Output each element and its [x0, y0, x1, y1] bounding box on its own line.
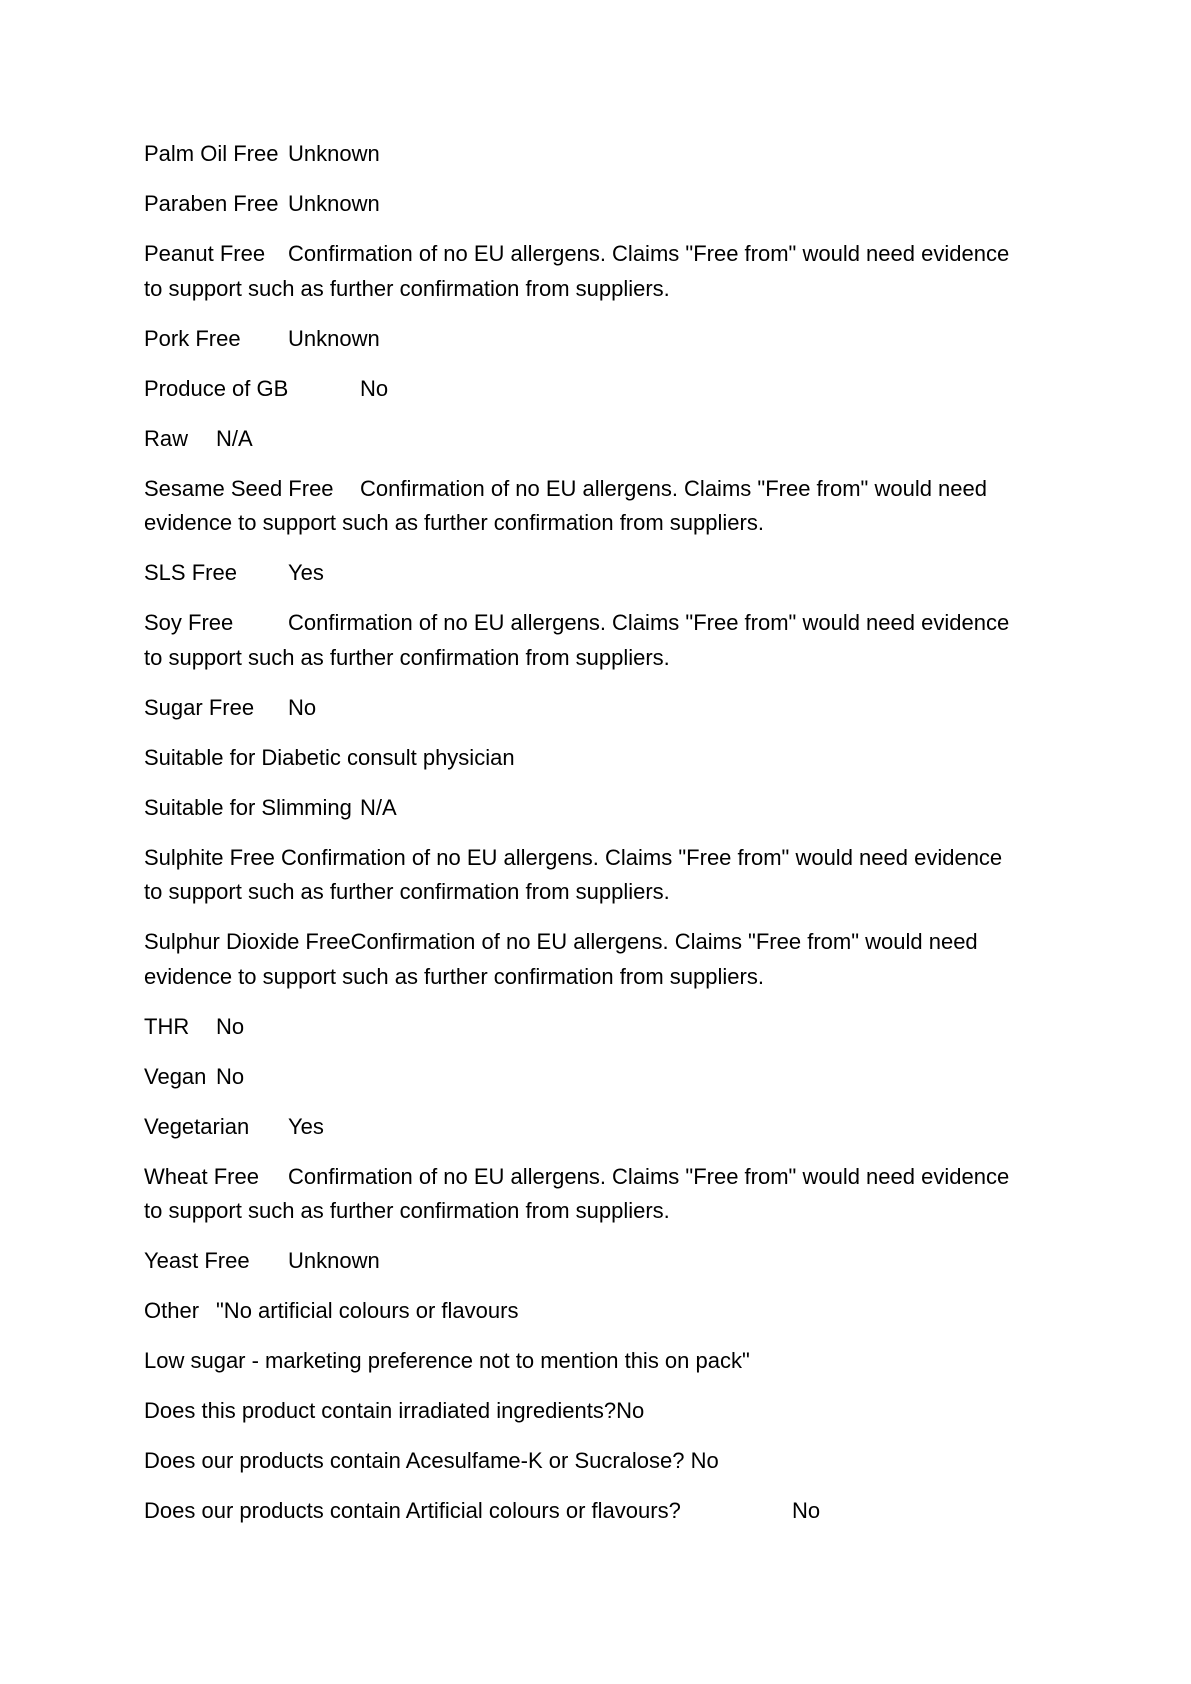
attribute-label: Does our products contain Acesulfame-K or Sucralose?: [144, 1448, 685, 1473]
attribute-row: [144, 741, 1016, 776]
attribute-separator: [334, 476, 360, 501]
attribute-label: Soy Free: [144, 610, 234, 635]
attribute-row: [144, 1444, 1016, 1479]
attribute-label: Peanut Free: [144, 241, 266, 266]
attribute-row: [144, 556, 1016, 591]
attribute-row: [144, 322, 1016, 357]
attribute-value: Confirmation of no EU allergens. Claims "Free from" would need evidence to support such as further confirmation from suppliers.: [144, 1163, 1016, 1223]
attribute-label: Wheat Free: [144, 1163, 259, 1189]
attribute-separator: [288, 376, 360, 401]
attribute-value: Unknown: [288, 1248, 380, 1273]
attribute-separator: [254, 695, 288, 720]
attribute-row: [144, 372, 1016, 407]
attribute-separator: [237, 560, 288, 585]
attribute-value: Unknown: [288, 191, 380, 216]
attribute-row: [144, 925, 1016, 994]
attribute-row: [144, 691, 1016, 726]
attribute-label: Does our products contain Artificial colours or flavours?: [144, 1498, 681, 1523]
attribute-value: "No artificial colours or flavours: [216, 1298, 519, 1323]
attribute-value: Confirmation of no EU allergens. Claims "Free from" would need evidence to support such as further confirmation from suppliers.: [144, 241, 1016, 301]
attribute-value: N/A: [360, 794, 397, 820]
attribute-row: [144, 1160, 1016, 1229]
attribute-label: Paraben Free: [144, 191, 279, 216]
attribute-separator: [188, 426, 216, 451]
attribute-row: [144, 841, 1016, 910]
attribute-value: No: [616, 1398, 645, 1423]
attribute-value: No: [792, 1498, 821, 1523]
attribute-separator: [279, 191, 288, 216]
attribute-row: [144, 1060, 1016, 1095]
attribute-value: Unknown: [288, 141, 380, 166]
attribute-label: SLS Free: [144, 560, 237, 585]
attribute-row: [144, 791, 1016, 826]
attribute-separator: [265, 241, 288, 266]
attribute-separator: [233, 610, 288, 635]
attribute-separator: [206, 1064, 216, 1089]
attribute-row: [144, 187, 1016, 222]
attribute-label: Sulphur Dioxide Free: [144, 929, 351, 954]
attribute-separator: [249, 1114, 288, 1139]
attribute-row: [144, 1344, 1016, 1379]
attribute-row: [144, 422, 1016, 457]
attribute-label: Produce of GB: [144, 375, 289, 401]
attribute-row: [144, 1244, 1016, 1279]
attribute-label: Vegetarian: [144, 1113, 250, 1139]
attribute-label: Sugar Free: [144, 694, 255, 720]
attribute-value: Unknown: [288, 325, 380, 351]
attribute-value: No: [690, 1448, 719, 1473]
attribute-label: Sulphite Free: [144, 844, 275, 870]
attribute-row: [144, 1494, 1016, 1529]
attribute-separator: [259, 1164, 288, 1189]
attribute-row: [144, 237, 1016, 306]
attribute-label: Other: [144, 1298, 200, 1323]
attribute-separator: [681, 1498, 792, 1523]
attribute-value: Low sugar - marketing preference not to mention this on pack": [144, 1348, 750, 1373]
attribute-label: Pork Free: [144, 325, 241, 351]
attribute-separator: [352, 795, 360, 820]
attribute-label: Sesame Seed Free: [144, 475, 334, 501]
attribute-separator: [278, 141, 288, 166]
attribute-value: Yes: [288, 560, 324, 585]
attribute-row: [144, 1294, 1016, 1329]
attribute-value: Confirmation of no EU allergens. Claims "Free from" would need evidence to support such as further confirmation from suppliers.: [144, 929, 984, 989]
attribute-row: [144, 606, 1016, 675]
attribute-value: Confirmation of no EU allergens. Claims "Free from" would need evidence to support such as further confirmation from suppliers.: [144, 844, 1009, 904]
attribute-value: N/A: [216, 425, 253, 451]
attribute-separator: [199, 1298, 216, 1323]
attribute-row: [144, 472, 1016, 541]
attribute-separator: [250, 1248, 288, 1273]
attribute-value: No: [216, 1013, 245, 1039]
attribute-value: No: [360, 375, 389, 401]
attribute-value: consult physician: [347, 744, 515, 770]
attribute-separator: [241, 326, 288, 351]
attribute-row: [144, 1394, 1016, 1429]
attribute-value: No: [216, 1063, 245, 1089]
attribute-row: [144, 137, 1016, 172]
attribute-value: Yes: [288, 1113, 324, 1139]
attribute-label: THR: [144, 1013, 190, 1039]
attribute-value: No: [288, 694, 317, 720]
attribute-label: Vegan: [144, 1063, 207, 1089]
attribute-label: Palm Oil Free: [144, 141, 279, 166]
attribute-value: Confirmation of no EU allergens. Claims "Free from" would need evidence to support such as further confirmation from suppliers.: [144, 475, 994, 535]
attribute-value: Confirmation of no EU allergens. Claims "Free from" would need evidence to support such as further confirmation from suppliers.: [144, 610, 1016, 670]
attribute-separator: [189, 1014, 216, 1039]
attribute-label: Does this product contain irradiated ingredients?: [144, 1398, 617, 1423]
attribute-label: Suitable for Diabetic: [144, 744, 341, 770]
attribute-label: Yeast Free: [144, 1248, 250, 1273]
attribute-row: [144, 1110, 1016, 1145]
attribute-row: [144, 1010, 1016, 1045]
attribute-label: Raw: [144, 425, 189, 451]
attribute-label: Suitable for Slimming: [144, 794, 352, 820]
